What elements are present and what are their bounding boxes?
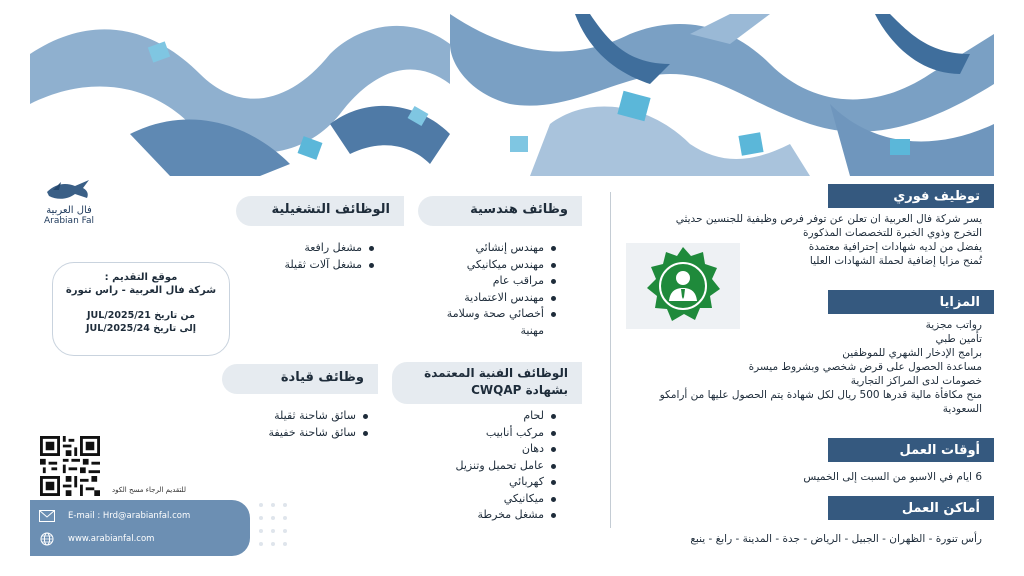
section-title-technical [392, 362, 582, 404]
text-line: يسر شركة فال العربية ان تعلن عن توفر فرص وظيفية للجنسين حديثي [675, 213, 982, 225]
list-item: دهان [424, 441, 558, 458]
engineering-jobs-list [424, 240, 558, 339]
list-item: لحام [424, 408, 558, 425]
list-item: مركب أنابيب [424, 425, 558, 442]
list-item: سائق شاحنة ثقيلة [240, 408, 370, 425]
driving-jobs-list [240, 408, 370, 441]
benefits-text [620, 318, 982, 416]
list-item: كهربائي [424, 474, 558, 491]
section-title-hours: أوقات العمل [828, 438, 994, 462]
apply-location: شركة فال العربية - راس تنورة [65, 285, 217, 296]
operational-jobs-list [254, 240, 376, 273]
section-title-operational: الوظائف التشغيلية [236, 196, 404, 226]
email-text[interactable]: E-mail : Hrd@arabianfal.com [68, 511, 191, 521]
section-title-driving: وظائف قيادة [222, 364, 378, 394]
column-divider [610, 192, 611, 528]
section-title-benefits: المزايا [828, 290, 994, 314]
decorative-dots [256, 500, 296, 550]
apply-heading: موقع التقديم : [104, 272, 178, 283]
section-title-locations: أماكن العمل [828, 496, 994, 520]
calligraphy-banner [30, 14, 994, 176]
website-row[interactable] [38, 532, 154, 546]
list-item: أخصائي صحة وسلامة مهنية [424, 306, 558, 339]
employee-badge-icon [642, 245, 724, 327]
text-line: منح مكافأة مالية قدرها 500 ريال لكل شهادة يتم الحصول عليها من أرامكو [659, 389, 982, 401]
list-item: ميكانيكي [424, 491, 558, 508]
globe-icon [38, 532, 56, 546]
company-logo [34, 178, 104, 234]
list-item: مهندس ميكانيكي [424, 257, 558, 274]
apply-date-to: إلى تاريخ JUL/2025/24 [86, 323, 196, 334]
locations-text: رأس تنورة - الظهران - الجبيل - الرياض - جدة - المدينة - رابغ - ينبع [690, 533, 982, 545]
section-title-engineering: وظائف هندسية [418, 196, 582, 226]
text-line: تأمين طبي [935, 333, 982, 345]
list-item: مشغل رافعة [254, 240, 376, 257]
list-item: مشغل مخرطة [424, 507, 558, 524]
text-line: تُمنح مزايا إضافية لحملة الشهادات العليا [809, 255, 982, 267]
text-line: التخرج وذوي الخبرة للتخصصات المذكورة [803, 227, 982, 239]
text-line: مساعدة الحصول على قرض شخصي وبشروط ميسرة [748, 361, 982, 373]
email-row[interactable] [38, 509, 190, 523]
text-line: رواتب مجزية [925, 319, 982, 331]
list-item: عامل تحميل وتنزيل [424, 458, 558, 475]
list-item: مهندس إنشائي [424, 240, 558, 257]
logo-name-ar: فال العربية [46, 205, 92, 216]
technical-jobs-list [424, 408, 558, 524]
employee-badge [626, 243, 740, 329]
logo-name-en: Arabian Fal [43, 216, 95, 226]
technical-title-line1: الوظائف الفنية المعتمدة [424, 366, 568, 380]
website-text[interactable]: www.arabianfal.com [68, 534, 155, 544]
apply-date-from: من تاريخ JUL/2025/21 [87, 310, 195, 321]
application-location-card [52, 262, 230, 356]
qr-instruction: للتقديم الرجاء مسح الكود [112, 486, 186, 494]
text-line: خصومات لدى المراكز التجارية [850, 375, 982, 387]
list-item: مشغل آلات ثقيلة [254, 257, 376, 274]
section-title-immediate: توظيف فوري [828, 184, 994, 208]
qr-code-icon[interactable] [40, 436, 100, 496]
hours-text: 6 ايام في الاسبو من السبت إلى الخميس [803, 471, 982, 483]
list-item: مراقب عام [424, 273, 558, 290]
contact-bar [30, 500, 250, 556]
griffin-logo-icon [45, 178, 93, 204]
text-line: يفضل من لديه شهادات إحترافية معتمدة [808, 241, 982, 253]
mail-icon [38, 509, 56, 523]
text-line: برامج الإدخار الشهري للموظفين [842, 347, 982, 359]
text-line: السعودية [942, 403, 982, 415]
technical-title-line2: بشهادة CWQAP [471, 383, 568, 397]
list-item: سائق شاحنة خفيفة [240, 425, 370, 442]
list-item: مهندس الاعتمادية [424, 290, 558, 307]
